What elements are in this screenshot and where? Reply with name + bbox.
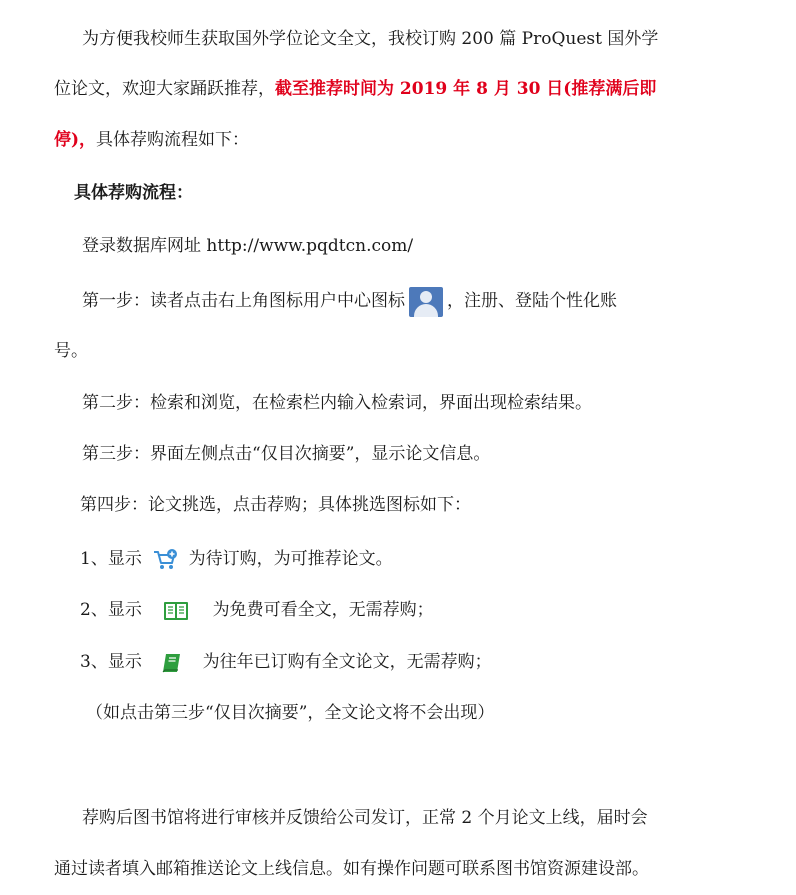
footer-line-1: 荐购后图书馆将进行审核并反馈给公司发订，正常 2 个月论文上线，届时会 [82, 808, 648, 828]
legend-1-prefix: 1、显示 [80, 549, 142, 569]
deadline-notice: 截至推荐时间为 2019 年 8 月 30 日(推荐满后即 [275, 79, 657, 99]
step-2-line: 第二步：检索和浏览，在检索栏内输入检索词，界面出现检索结果。 [82, 393, 592, 413]
legend-item-cart [80, 545, 393, 573]
legend-item-open-book [80, 596, 434, 624]
intro-line-2-text: 位论文，欢迎大家踊跃推荐， [54, 79, 275, 99]
legend-2-text: 为免费可看全文，无需荐购； [212, 600, 434, 620]
step-4-line: 第四步：论文挑选，点击荐购；具体挑选图标如下： [80, 495, 471, 515]
legend-2-prefix: 2、显示 [80, 600, 142, 620]
section-heading: 具体荐购流程： [74, 183, 193, 203]
deadline-notice-end: 停)， [54, 130, 97, 150]
closed-book-icon [161, 652, 183, 674]
intro-line-2 [54, 77, 656, 101]
legend-3-text: 为往年已订购有全文论文，无需荐购； [202, 652, 492, 672]
intro-line-3-text: 具体荐购流程如下： [96, 130, 250, 150]
legend-3-prefix: 3、显示 [80, 652, 142, 672]
step-1-text: 第一步：读者点击右上角图标用户中心图标 [82, 291, 405, 311]
step-1-text-after: ，注册、登陆个性化账 [447, 291, 617, 311]
step-1-line [82, 286, 617, 317]
open-book-icon [163, 600, 189, 622]
note-line: （如点击第三步“仅目次摘要”，全文论文将不会出现） [86, 703, 495, 723]
legend-1-text: 为待订购，为可推荐论文。 [188, 549, 393, 569]
footer-line-2: 通过读者填入邮箱推送论文上线信息。如有操作问题可联系图书馆资源建设部。 [54, 859, 649, 879]
intro-line-1: 为方便我校师生获取国外学位论文全文，我校订购 200 篇 ProQuest 国外学 [82, 29, 659, 49]
database-url-line: 登录数据库网址 http://www.pqdtcn.com/ [82, 236, 414, 256]
step-3-line: 第三步：界面左侧点击“仅目次摘要”，显示论文信息。 [82, 444, 491, 464]
legend-item-closed-book [80, 648, 492, 676]
user-center-icon [409, 287, 443, 317]
step-1-wrap: 号。 [54, 341, 88, 361]
cart-add-icon [153, 548, 179, 572]
intro-line-3 [54, 128, 249, 152]
